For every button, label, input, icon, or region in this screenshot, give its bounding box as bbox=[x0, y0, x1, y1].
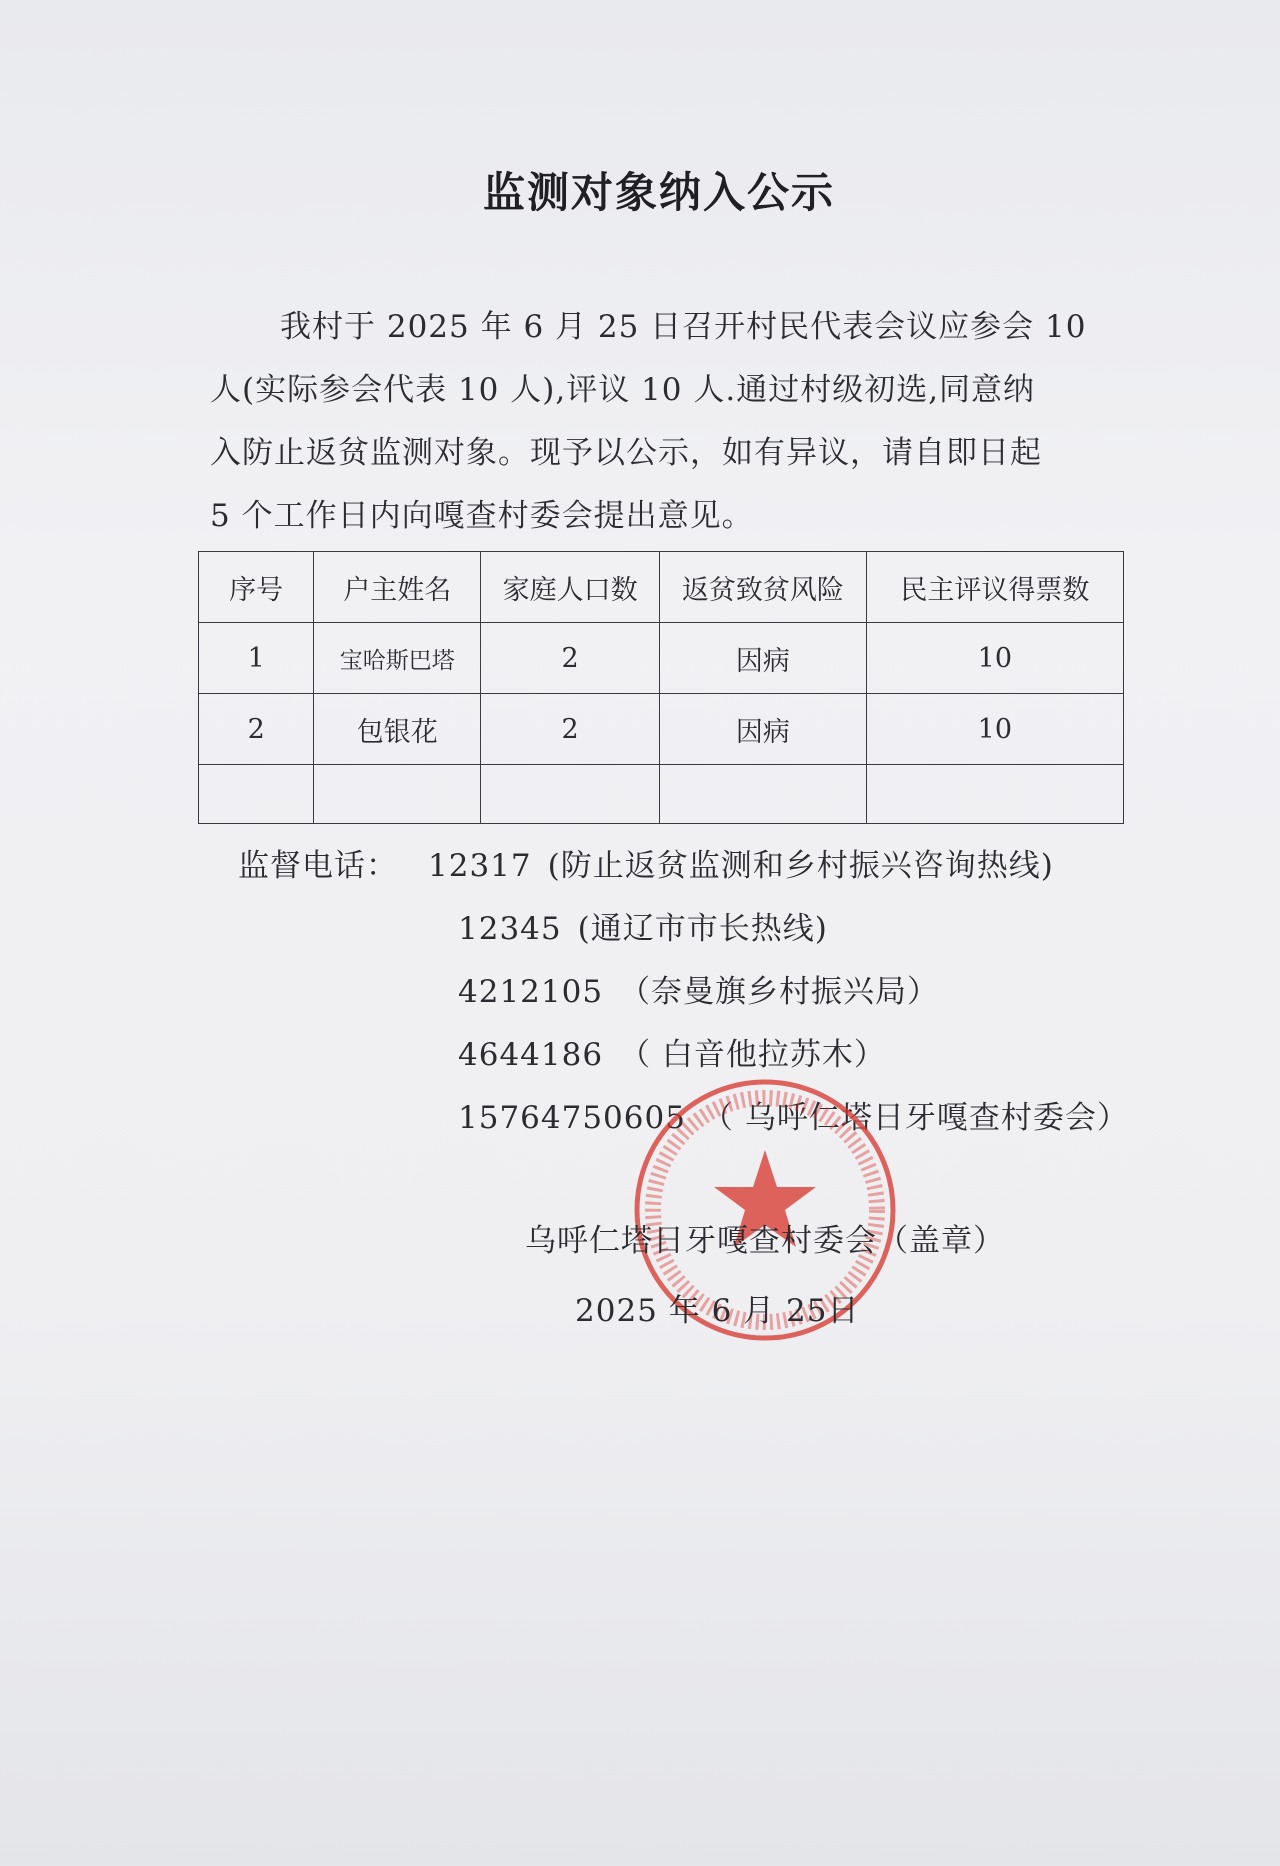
cell-votes: 10 bbox=[866, 623, 1123, 694]
paragraph-line-4: 5 个工作日内向嘎查村委会提出意见。 bbox=[210, 498, 754, 534]
header-householder: 户主姓名 bbox=[314, 552, 481, 623]
contact-line bbox=[238, 898, 1129, 961]
contact-line bbox=[238, 835, 1129, 898]
page-title: 监测对象纳入公示 bbox=[482, 168, 835, 217]
contact-desc: （ 白音他拉苏木） bbox=[619, 1037, 886, 1073]
empty-cell bbox=[660, 765, 867, 824]
cell-family-size: 2 bbox=[481, 623, 660, 694]
cell-householder: 包银花 bbox=[314, 694, 481, 765]
supervision-label: 监督电话： bbox=[238, 848, 398, 884]
empty-cell bbox=[866, 765, 1123, 824]
contact-number: 4644186 bbox=[458, 1037, 604, 1073]
paragraph-line-2: 人(实际参会代表 10 人),评议 10 人.通过村级初选,同意纳 bbox=[210, 372, 1036, 408]
table-row bbox=[199, 694, 1124, 765]
notice-paragraph bbox=[210, 296, 1115, 548]
header-serial: 序号 bbox=[199, 552, 314, 623]
table-row bbox=[199, 623, 1124, 694]
cell-risk: 因病 bbox=[660, 694, 867, 765]
monitoring-table bbox=[198, 551, 1124, 824]
contact-number: 12317 bbox=[428, 848, 532, 884]
contact-desc: （ 乌呼仁塔日牙嘎查村委会） bbox=[701, 1100, 1129, 1136]
contact-line bbox=[238, 961, 1129, 1024]
contact-desc: (通辽市市长热线) bbox=[577, 911, 828, 947]
cell-householder: 宝哈斯巴塔 bbox=[314, 623, 481, 694]
table-header-row bbox=[199, 552, 1124, 623]
cell-votes: 10 bbox=[866, 694, 1123, 765]
contact-desc: (防止返贫监测和乡村振兴咨询热线) bbox=[547, 848, 1054, 884]
date-line: 2025 年 6 月 25日 bbox=[575, 1293, 860, 1329]
header-votes: 民主评议得票数 bbox=[866, 552, 1123, 623]
empty-cell bbox=[199, 765, 314, 824]
contact-number: 12345 bbox=[458, 911, 562, 947]
paragraph-line bbox=[210, 296, 1115, 359]
cell-serial: 1 bbox=[199, 623, 314, 694]
table-row-empty bbox=[199, 765, 1124, 824]
contact-number: 15764750605 bbox=[458, 1100, 686, 1136]
signature-line: 乌呼仁塔日牙嘎查村委会（盖章） bbox=[525, 1223, 1005, 1259]
cell-family-size: 2 bbox=[481, 694, 660, 765]
cell-serial: 2 bbox=[199, 694, 314, 765]
empty-cell bbox=[481, 765, 660, 824]
header-family-size: 家庭人口数 bbox=[481, 552, 660, 623]
paragraph-line-1: 我村于 2025 年 6 月 25 日召开村民代表会议应参会 10 bbox=[280, 309, 1087, 345]
empty-cell bbox=[314, 765, 481, 824]
cell-risk: 因病 bbox=[660, 623, 867, 694]
contact-number: 4212105 bbox=[458, 974, 604, 1010]
header-risk: 返贫致贫风险 bbox=[660, 552, 867, 623]
contact-desc: （奈曼旗乡村振兴局） bbox=[619, 974, 940, 1010]
paragraph-line-3: 入防止返贫监测对象。现予以公示，如有异议，请自即日起 bbox=[210, 435, 1042, 471]
